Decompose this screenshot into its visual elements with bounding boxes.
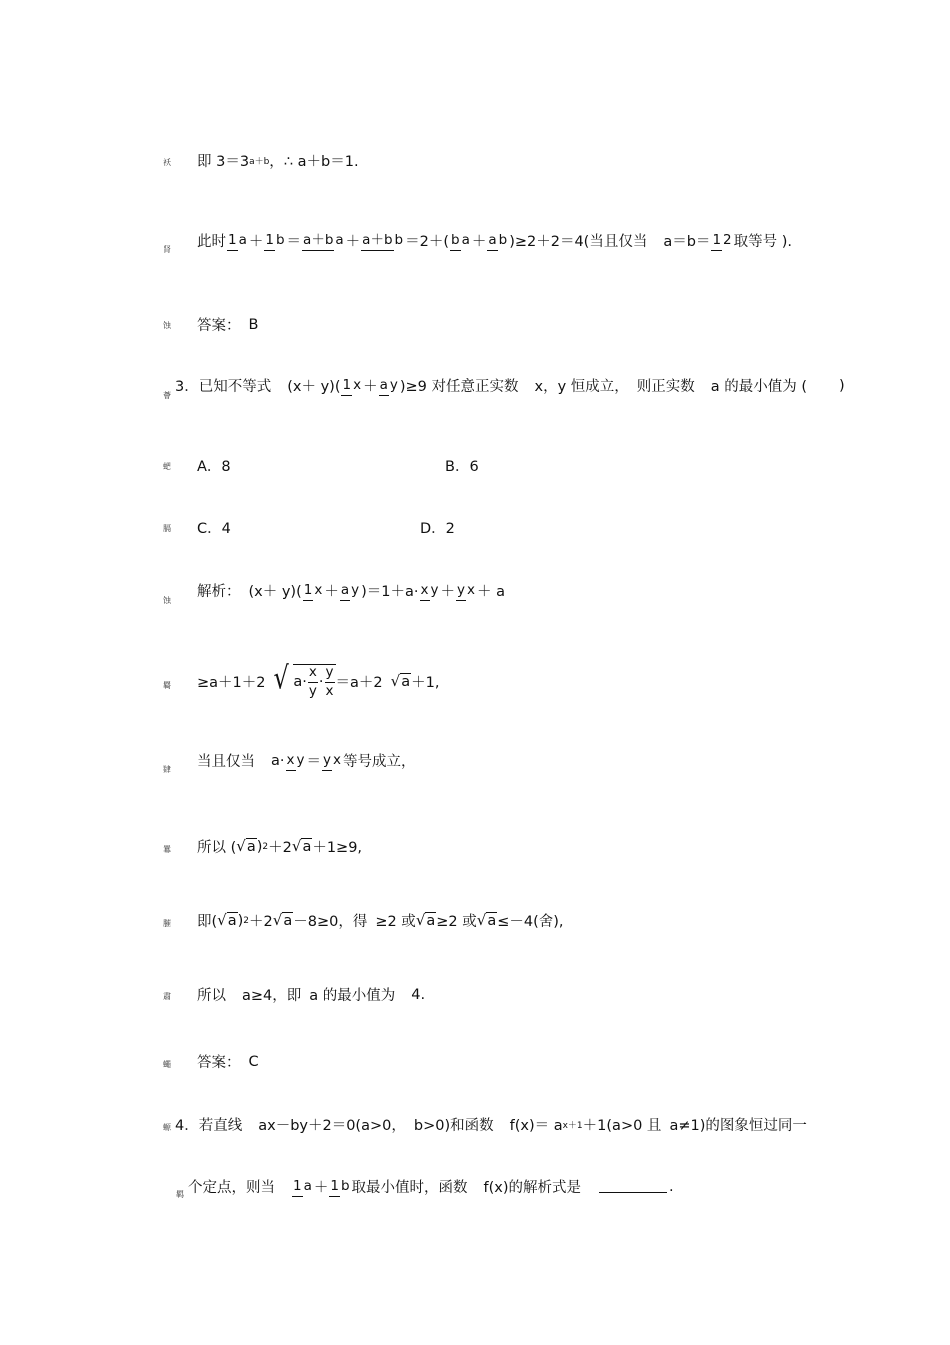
option-a: A．8 [197,459,231,475]
fraction: a y [340,584,360,598]
text: 即( [197,914,218,930]
text: ＋2 [249,914,273,930]
solution-line [197,984,425,1005]
radical-sign-icon: √ [272,911,283,930]
text: ＝2＋( [405,234,449,250]
square-root: √a [272,911,293,930]
solution-line [197,836,362,857]
radical-sign-icon: √ [273,659,289,697]
text: 即 3＝3 [197,154,250,170]
text: f(x)的解析式是 [483,1180,582,1196]
analysis-label: 解析： [197,584,241,600]
option-c: C．4 [197,521,231,537]
square-root: √a [236,837,256,856]
exponent: 2 [262,841,269,852]
text: 则正实数 [636,379,695,395]
text: ＝a＋2 [335,674,383,691]
margin-marker: 膈 [163,524,171,533]
answer-value: B [248,316,259,333]
text: ax－by＋2＝0(a>0， [258,1118,406,1134]
text: 此时 [197,234,226,250]
margin-marker: 肾 [163,245,171,254]
fraction: 1 x [341,379,362,393]
answer-line [197,1051,259,1072]
text: a 的最小值为 [309,988,396,1004]
text: ) [256,838,263,855]
solution-line [197,580,505,601]
line-7 [0,575,950,635]
line-15 [0,1170,950,1230]
line-3 [0,305,950,365]
text: a· [271,752,285,769]
text: ＋2 [268,840,292,856]
text: ＋ a [477,584,506,600]
line-2 [0,222,950,282]
text: )≥2＋2＝4(当且仅当 [509,234,648,250]
margin-marker: 袄 [163,158,171,167]
fraction: 1 b [329,1180,350,1194]
margin-marker: 膗 [163,919,171,928]
text: 所以 ( [197,840,237,856]
radical-sign-icon: √ [390,671,401,690]
option-line [197,517,231,538]
line-6 [0,510,950,570]
text: a 的最小值为 ( [710,379,808,395]
margin-marker: 蚆 [163,462,171,471]
text: 4. [411,986,426,1003]
operator: ＋ [440,584,456,600]
margin-marker: 螈 [163,1123,171,1132]
margin-marker: 蚀 [163,596,171,605]
option-b: B．6 [445,459,479,475]
operator: ＋ [313,1180,329,1196]
line-13 [0,1042,950,1102]
margin-marker: 羇 [163,681,171,690]
operator: ＝ [286,234,302,250]
fraction: a b [487,234,508,248]
fraction: 1 a [292,1180,313,1194]
solution-line [197,910,564,931]
text: )＝1＋a· [361,584,419,600]
answer-label: 答案： [197,318,241,334]
text: ) [237,912,244,929]
margin-marker: 薈 [163,391,171,400]
text: b>0)和函数 [413,1118,494,1134]
margin-marker: 肄 [163,765,171,774]
text: ＋1, [411,674,440,691]
text: ≥2 或 [436,914,477,930]
text: 等号成立， [343,754,416,770]
solution-line [197,150,359,171]
margin-marker: 蚀 [163,321,171,330]
fraction: a＋b a [302,234,345,248]
operator: ＋ [324,584,339,600]
radical-sign-icon: √ [236,837,246,856]
operator: ＝ [306,754,321,770]
text: 取最小值时，函数 [351,1180,468,1196]
text: ≤－4(舍), [497,914,564,930]
answer-line [197,314,258,335]
text: 个定点，则当 [188,1180,275,1196]
question-line [175,1114,807,1135]
line-9 [0,742,950,802]
text: ) [839,377,845,394]
exponent: 2 [243,915,250,926]
text: ，∴ a＋b＝1. [269,154,359,170]
answer-label: 答案： [197,1055,241,1071]
fraction: 1 a [227,234,248,248]
line-8 [0,660,950,720]
question-line [175,375,845,396]
margin-marker: 羃 [163,845,171,854]
solution-line [197,230,792,251]
line-5 [0,448,950,508]
radical-sign-icon: √ [291,837,302,856]
exponent: x＋1 [562,1121,583,1131]
line-1 [0,140,950,200]
line-14 [0,1105,950,1165]
question-stem: 3．已知不等式 [175,379,272,395]
text: 所以 [197,988,226,1004]
option-line [197,455,231,476]
text: )≥9 对任意正实数 [399,379,519,395]
square-root: √a [415,911,436,930]
answer-value: C [248,1053,259,1070]
text: . [669,1178,674,1195]
text: x，y 恒成立， [534,379,629,395]
text: 当且仅当 [197,754,255,770]
radical-sign-icon: √ [476,911,487,930]
option-line [420,517,455,538]
margin-marker: 羁 [176,1190,184,1199]
fraction: y x [456,584,476,598]
margin-marker: 肅 [163,992,171,1001]
option-d: D．2 [420,521,455,537]
fraction: b a [450,234,471,248]
text: a≥4，即 [242,988,302,1004]
operator: ＋ [471,234,487,250]
line-4 [0,370,950,430]
radical-sign-icon: √ [415,911,426,930]
solution-line [197,659,440,699]
exponent: a＋b [249,157,270,167]
line-11 [0,902,950,962]
text: ＋1(a>0 且 [582,1118,662,1134]
fraction: x y [420,584,440,598]
line-10 [0,828,950,888]
option-line [445,455,479,476]
square-root: √a [390,671,411,690]
text: ≥a＋1＋2 [197,674,266,691]
square-root: √a [217,911,237,930]
fraction: 1 2 [711,234,732,248]
question-line [188,1176,674,1197]
fraction: x y [286,754,306,768]
square-root: √ a· x y · y x [273,659,334,699]
text: ＋1≥9, [312,840,363,856]
square-root: √a [476,911,497,930]
fraction: a＋b b [361,234,404,248]
radical-sign-icon: √ [217,911,227,930]
line-12 [0,975,950,1035]
margin-marker: 蠅 [163,1060,171,1069]
fraction: 1 x [303,584,324,598]
text: 取等号 ). [733,234,792,250]
text: ≥2 或 [375,914,416,930]
text: f(x)＝ a [509,1118,563,1134]
solution-line [197,750,416,771]
question-stem: 4．若直线 [175,1118,243,1134]
text: a＝b＝ [663,234,711,250]
operator: ＋ [363,379,378,395]
operator: ＋ [345,234,361,250]
fraction: 1 b [264,234,285,248]
text: －8≥0，得 [293,914,368,930]
text: (x＋ y)( [287,379,341,395]
square-root: √a [291,837,312,856]
fraction: a y [379,379,399,393]
operator: ＋ [248,234,264,250]
fraction: y x [322,754,342,768]
text: a≠1)的图象恒过同一 [669,1118,807,1134]
answer-blank[interactable] [599,1180,667,1193]
text: (x＋ y)( [248,584,302,600]
